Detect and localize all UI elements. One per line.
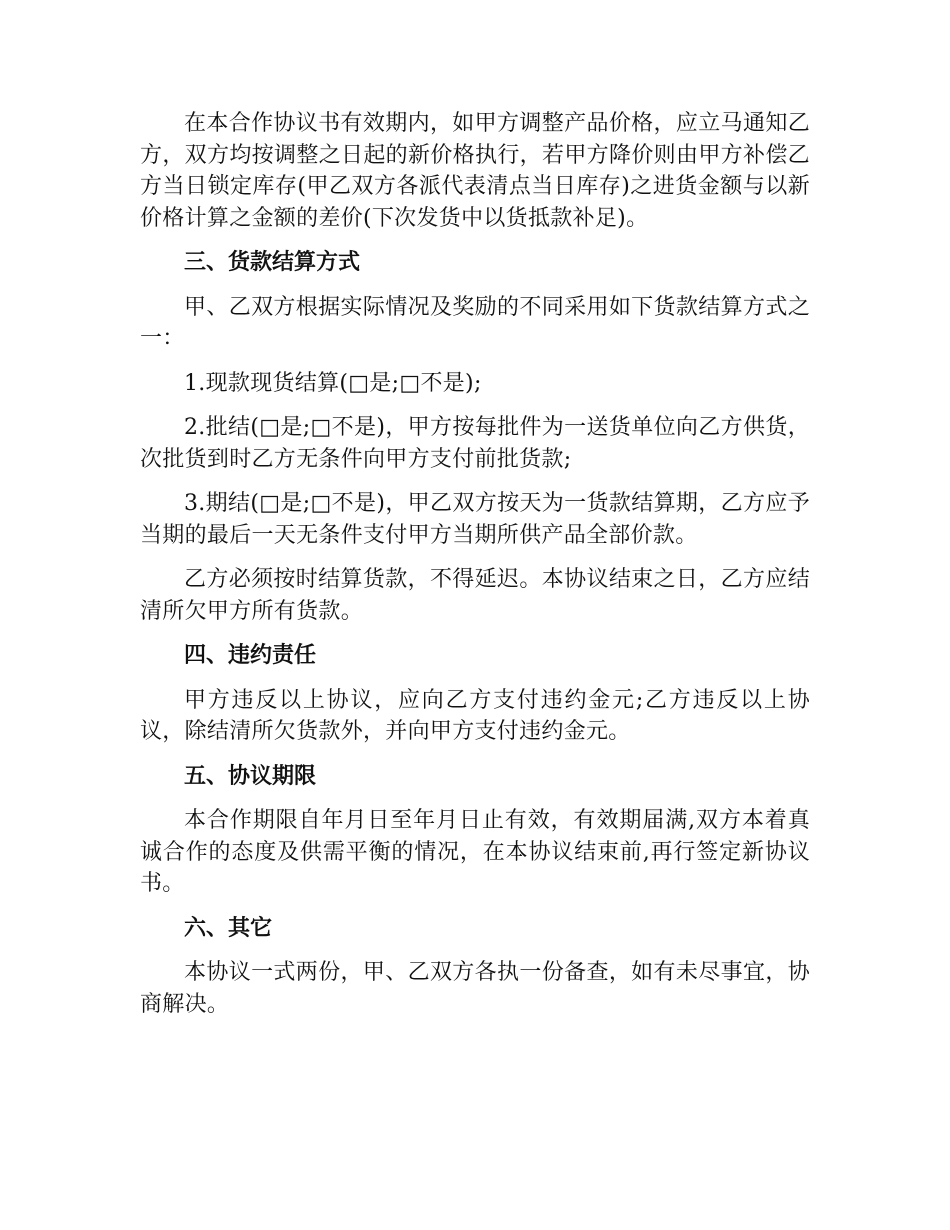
settlement-option-2: 2.批结(□是;□不是)，甲方按每批件为一送货单位向乙方供货，次批货到时乙方无条件向甲方支付前批货款; [140,415,810,472]
section-6-heading: 六、其它 [184,915,273,941]
misc-paragraph: 本协议一式两份，甲、乙双方各执一份备查，如有未尽事宜，协商解决。 [140,960,810,1017]
settlement-intro-paragraph: 甲、乙双方根据实际情况及奖励的不同采用如下货款结算方式之一： [140,294,810,351]
breach-paragraph: 甲方违反以上协议，应向乙方支付违约金元;乙方违反以上协议，除结清所欠货款外，并向甲方支付违约金元。 [140,687,810,744]
settlement-option-1: 1.现款现货结算(□是;□不是); [184,370,482,396]
settlement-option-3: 3.期结(□是;□不是)，甲乙双方按天为一货款结算期，乙方应予当期的最后一天无条件支付甲方当期所供产品全部价款。 [140,491,810,548]
section-3-heading: 三、货款结算方式 [184,250,361,275]
price-adjustment-paragraph: 在本合作协议书有效期内，如甲方调整产品价格，应立马通知乙方，双方均按调整之日起的新价格执行，若甲方降价则由甲方补偿乙方当日锁定库存(甲乙双方各派代表清点当日库存)之进货金额与以新价格计算之金额的差价(下次发货中以货抵款补足)。 [140,111,810,231]
term-paragraph: 本合作期限自年月日至年月日止有效，有效期届满,双方本着真诚合作的态度及供需平衡的情况，在本协议结束前,再行签定新协议书。 [140,808,810,896]
document-page [140,108,810,1033]
settlement-deadline-paragraph: 乙方必须按时结算货款，不得延迟。本协议结束之日，乙方应结清所欠甲方所有货款。 [140,567,810,624]
section-4-heading: 四、违约责任 [184,643,317,668]
section-5-heading: 五、协议期限 [184,763,317,789]
